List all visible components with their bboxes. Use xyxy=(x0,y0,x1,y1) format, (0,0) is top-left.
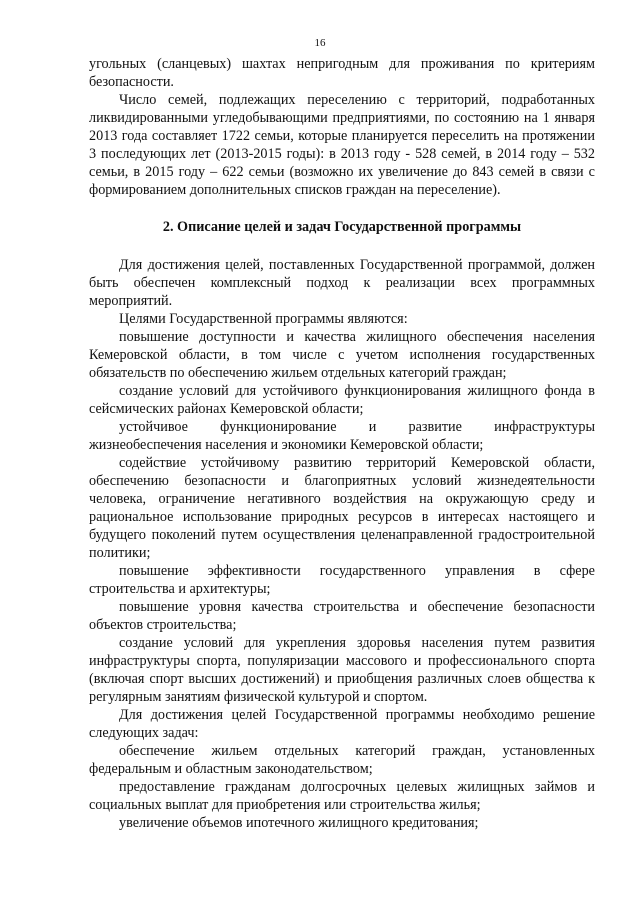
task-item: предоставление гражданам долгосрочных целевых жилищных займов и социальных выплат для приобретения или строительства жилья; xyxy=(89,779,595,813)
document-body xyxy=(89,55,595,832)
paragraph: Для достижения целей Государственной программы необходимо решение следующих задач: xyxy=(89,707,595,741)
task-item: увеличение объемов ипотечного жилищного кредитования; xyxy=(119,815,479,831)
section-heading: 2. Описание целей и задач Государственной программы xyxy=(162,219,522,235)
page-number: 16 xyxy=(314,37,326,49)
paragraph: угольных (сланцевых) шахтах непригодным для проживания по критериям безопасности. xyxy=(89,56,595,90)
task-item: обеспечение жильем отдельных категорий граждан, установленных федеральным и областным законодательством; xyxy=(89,743,595,777)
goal-item: повышение уровня качества строительства и обеспечение безопасности объектов строительства; xyxy=(89,599,595,633)
goal-item: устойчивое функционирование и развитие инфраструктуры жизнеобеспечения населения и экономики Кемеровской области; xyxy=(89,419,595,453)
goal-item: повышение доступности и качества жилищного обеспечения населения Кемеровской области, в том числе с учетом исполнения государственных обязательств по обеспечению жильем отдельных категорий граждан; xyxy=(89,329,595,381)
paragraph: Число семей, подлежащих переселению с территорий, подработанных ликвидированными угледобывающими предприятиями, по состоянию на 1 января 2013 года составляет 1722 семьи, которые планируется переселить на протяжении 3 последующих лет (2013-2015 годы): в 2013 году - 528 семей, в 2014 году – 532 семьи, в 2015 году – 622 семьи (возможно их увеличение до 843 семей в связи с формированием дополнительных списков граждан на переселение). xyxy=(89,92,595,198)
paragraph: Целями Государственной программы являются: xyxy=(119,311,408,327)
goal-item: создание условий для устойчивого функционирования жилищного фонда в сейсмических районах Кемеровской области; xyxy=(89,383,595,417)
goal-item: создание условий для укрепления здоровья населения путем развития инфраструктуры спорта, популяризации массового и профессионального спорта (включая спорт высших достижений) и приобщения различных слоев общества к регулярным занятиям физической культурой и спортом. xyxy=(89,635,595,705)
paragraph: Для достижения целей, поставленных Государственной программой, должен быть обеспечен комплексный подход к реализации всех программных мероприятий. xyxy=(89,257,595,309)
goal-item: содействие устойчивому развитию территорий Кемеровской области, обеспечению безопасности и благоприятных условий жизнедеятельности человека, ограничение негативного воздействия на окружающую среду и рациональное использование природных ресурсов в интересах настоящего и будущего поколений путем осуществления целенаправленной градостроительной политики; xyxy=(89,455,595,561)
goal-item: повышение эффективности государственного управления в сфере строительства и архитектуры; xyxy=(89,563,595,597)
